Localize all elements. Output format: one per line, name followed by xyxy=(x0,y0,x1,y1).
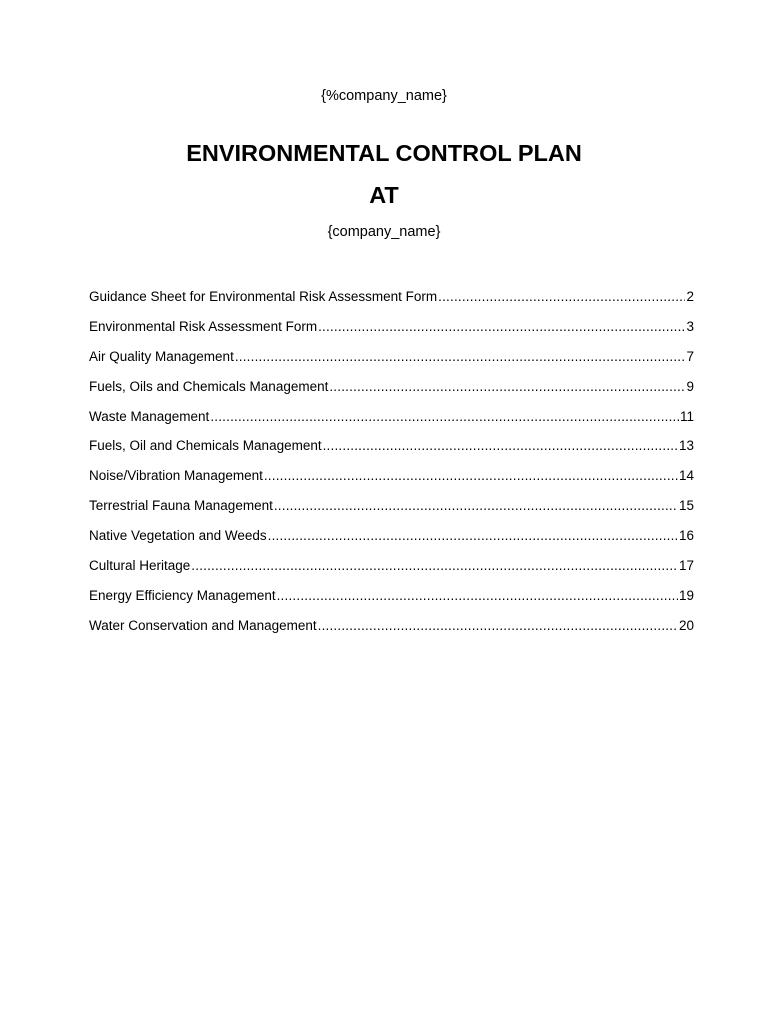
toc-dot-leader xyxy=(438,288,685,306)
toc-entry-label: Air Quality Management xyxy=(89,348,234,364)
toc-dot-leader xyxy=(264,467,678,485)
toc-entry-label: Guidance Sheet for Environmental Risk Assessment Form xyxy=(89,289,438,304)
toc-entry-page: 17 xyxy=(678,558,694,574)
document-title: ENVIRONMENTAL CONTROL PLAN xyxy=(186,140,582,166)
toc-entry[interactable] xyxy=(89,408,694,438)
toc-entry-label: Cultural Heritage xyxy=(89,558,191,574)
toc-entry[interactable] xyxy=(89,557,694,587)
toc-entry[interactable] xyxy=(89,288,694,318)
toc-entry-page: 3 xyxy=(686,318,694,334)
toc-entry[interactable] xyxy=(89,617,694,647)
company-name-placeholder: {company_name} xyxy=(327,224,441,240)
toc-entry-label: Waste Management xyxy=(89,408,210,424)
toc-entry-page: 13 xyxy=(678,438,694,454)
document-title-at: AT xyxy=(369,182,399,208)
toc-entry-page: 11 xyxy=(679,408,694,424)
toc-entry-page: 15 xyxy=(678,498,694,514)
toc-dot-leader xyxy=(329,378,685,396)
toc-entry-label: Fuels, Oil and Chemicals Management xyxy=(89,438,322,454)
toc-entry[interactable] xyxy=(89,527,694,557)
toc-entry[interactable] xyxy=(89,467,694,497)
toc-entry-label: Energy Efficiency Management xyxy=(89,587,276,603)
toc-entry-page: 14 xyxy=(678,468,694,484)
toc-dot-leader xyxy=(318,617,678,635)
toc-dot-leader xyxy=(235,348,686,366)
toc-entry-page: 19 xyxy=(678,587,694,603)
toc-dot-leader xyxy=(323,437,678,455)
toc-dot-leader xyxy=(318,318,685,336)
toc-entry[interactable] xyxy=(89,378,694,408)
toc-entry-page: 20 xyxy=(678,617,694,633)
toc-dot-leader xyxy=(274,497,678,515)
toc-dot-leader xyxy=(210,408,679,426)
toc-entry[interactable] xyxy=(89,497,694,527)
toc-entry-label: Fuels, Oils and Chemicals Management xyxy=(89,378,329,394)
toc-entry-page: 16 xyxy=(678,528,694,544)
toc-entry[interactable] xyxy=(89,587,694,617)
toc-dot-leader xyxy=(277,587,678,605)
table-of-contents xyxy=(89,288,694,647)
toc-entry-label: Native Vegetation and Weeds xyxy=(89,528,267,544)
toc-entry-page: 7 xyxy=(686,348,694,364)
company-name-placeholder-top: {%company_name} xyxy=(321,88,447,104)
toc-dot-leader xyxy=(268,527,678,545)
toc-entry[interactable] xyxy=(89,437,694,467)
toc-entry-label: Environmental Risk Assessment Form xyxy=(89,318,318,334)
toc-dot-leader xyxy=(191,557,678,575)
toc-entry[interactable] xyxy=(89,318,694,348)
toc-entry-label: Water Conservation and Management xyxy=(89,617,317,633)
toc-entry[interactable] xyxy=(89,348,694,378)
toc-entry-label: Terrestrial Fauna Management xyxy=(89,498,273,514)
toc-entry-label: Noise/Vibration Management xyxy=(89,468,263,484)
toc-entry-page: 9 xyxy=(686,378,694,394)
toc-entry-page: 2 xyxy=(686,289,694,304)
